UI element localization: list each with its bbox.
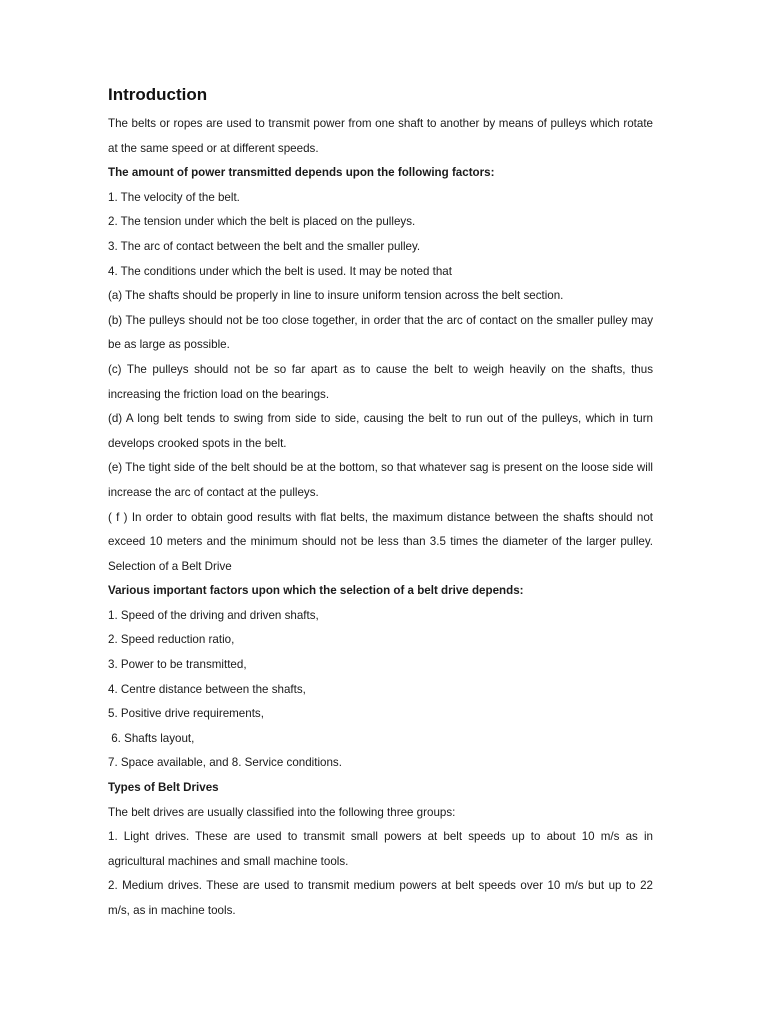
paragraph: 6. Shafts layout, xyxy=(108,731,195,745)
paragraph: The belt drives are usually classified into the following three groups: xyxy=(108,805,456,819)
paragraph: (d) A long belt tends to swing from side to side, causing the belt to run out of the pulleys, which in turn develops crooked spots in the belt. xyxy=(108,412,653,450)
paragraph: (a) The shafts should be properly in line to insure uniform tension across the belt section. xyxy=(108,289,564,303)
section-heading: The amount of power transmitted depends upon the following factors: xyxy=(108,166,495,180)
paragraph: 7. Space available, and 8. Service conditions. xyxy=(108,756,342,770)
paragraph: 1. Speed of the driving and driven shafts, xyxy=(108,608,319,622)
paragraph: (e) The tight side of the belt should be at the bottom, so that whatever sag is present on the loose side will increase the arc of contact at the pulleys. xyxy=(108,461,653,499)
paragraph: 3. Power to be transmitted, xyxy=(108,658,247,672)
section-heading: Various important factors upon which the selection of a belt drive depends: xyxy=(108,584,524,598)
paragraph: 3. The arc of contact between the belt and the smaller pulley. xyxy=(108,239,421,253)
page-title: Introduction xyxy=(108,85,208,104)
paragraph: 2. Speed reduction ratio, xyxy=(108,633,235,647)
paragraph: The belts or ropes are used to transmit power from one shaft to another by means of pulleys which rotate at the same speed or at different speeds. xyxy=(108,117,653,155)
paragraph: (b) The pulleys should not be too close together, in order that the arc of contact on the smaller pulley may be as large as possible. xyxy=(108,313,653,352)
paragraph: 4. Centre distance between the shafts, xyxy=(108,682,306,696)
paragraph: 1. The velocity of the belt. xyxy=(108,190,240,204)
document-body xyxy=(108,112,653,924)
paragraph: 5. Positive drive requirements, xyxy=(108,707,264,721)
paragraph: (c) The pulleys should not be so far apart as to cause the belt to weigh heavily on the shafts, thus increasing the friction load on the bearings. xyxy=(108,362,653,401)
document-page xyxy=(108,84,653,924)
paragraph: ( f ) In order to obtain good results with flat belts, the maximum distance between the shafts should not exceed 10 meters and the minimum should not be less than 3.5 times the diameter of the larger pulley. Selection of a Belt Drive xyxy=(108,510,653,573)
paragraph: 2. The tension under which the belt is placed on the pulleys. xyxy=(108,215,416,229)
paragraph: 1. Light drives. These are used to transmit small powers at belt speeds up to about 10 m/s as in agricultural machines and small machine tools. xyxy=(108,830,653,868)
section-heading: Types of Belt Drives xyxy=(108,781,219,795)
paragraph: 4. The conditions under which the belt is used. It may be noted that xyxy=(108,264,452,278)
paragraph: 2. Medium drives. These are used to transmit medium powers at belt speeds over 10 m/s but up to 22 m/s, as in machine tools. xyxy=(108,879,653,917)
